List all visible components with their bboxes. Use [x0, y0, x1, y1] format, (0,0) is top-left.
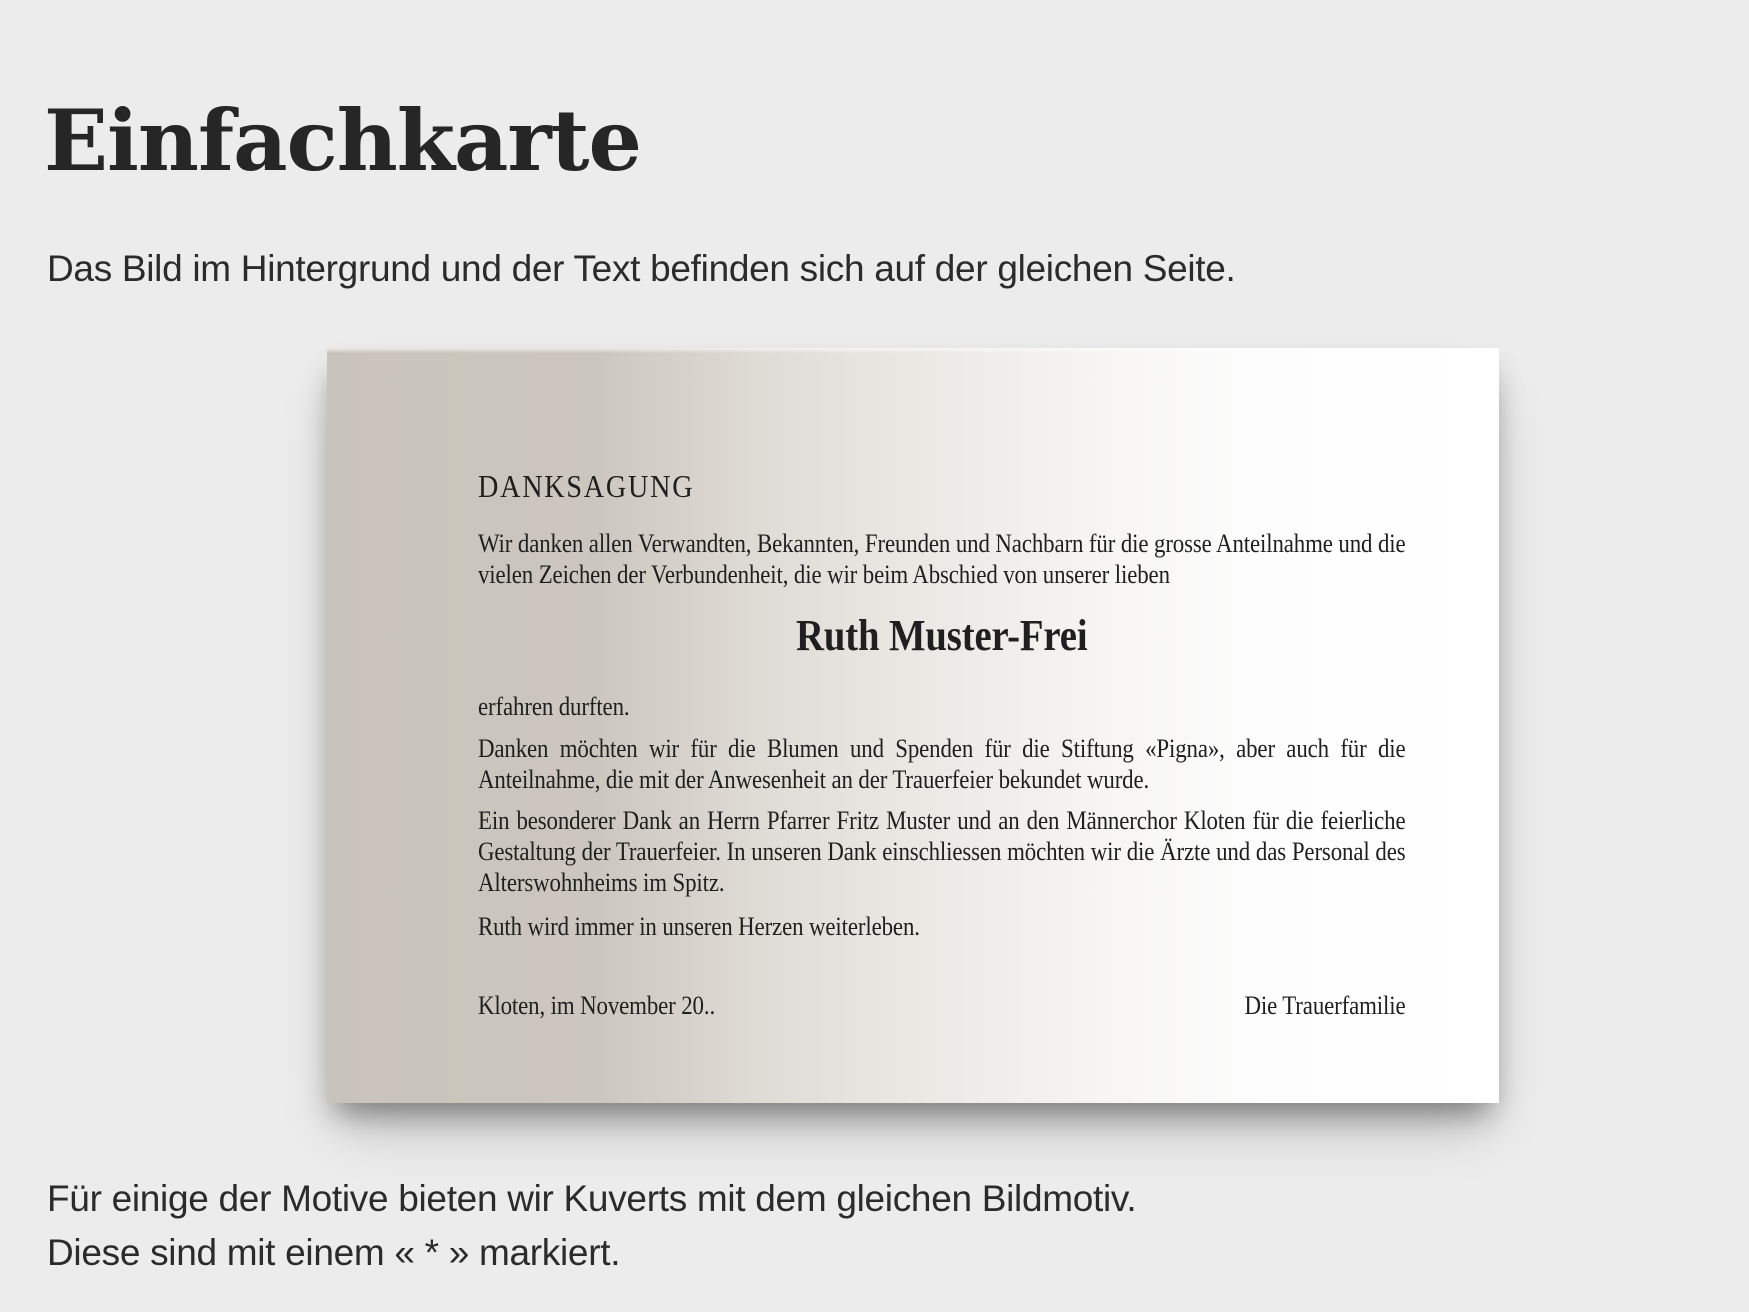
card-place-date: Kloten, im November 20.. — [478, 991, 716, 1020]
card-footer-row — [478, 990, 1406, 1021]
card-intro-paragraph: Wir danken allen Verwandten, Bekannten, Freunden und Nachbarn für die grosse Anteilnahme und die vielen Zeichen der Verbundenheit, die wir beim Abschied von unserer lieben — [478, 529, 1406, 589]
card-after-name-line: erfahren durften. — [478, 692, 630, 721]
footer-note-line1: Für einige der Motive bieten wir Kuverts mit dem gleichen Bildmotiv. — [47, 1178, 1137, 1219]
sample-card-preview — [327, 348, 1499, 1103]
card-heading: DANKSAGUNG — [478, 468, 695, 504]
footer-note-line2: Diese sind mit einem « * » markiert. — [47, 1232, 621, 1273]
deceased-name: Ruth Muster-Frei — [796, 611, 1088, 660]
footer-note — [47, 1172, 1136, 1280]
card-signature: Die Trauerfamilie — [1244, 991, 1406, 1020]
page-subtitle: Das Bild im Hintergrund und der Text befinden sich auf der gleichen Seite. — [47, 248, 1236, 289]
card-thanks-flowers-paragraph: Danken möchten wir für die Blumen und Spenden für die Stiftung «Pigna», aber auch für die Anteilnahme, die mit der Anwesenheit an der Trauerfeier bekundet wurde. — [478, 734, 1406, 794]
page-title: Einfachkarte — [44, 91, 641, 191]
card-closing-line: Ruth wird immer in unseren Herzen weiterleben. — [478, 912, 920, 941]
card-text-block — [478, 468, 1406, 1021]
card-thanks-special-paragraph: Ein besonderer Dank an Herrn Pfarrer Fritz Muster und an den Männerchor Kloten für die feierliche Gestaltung der Trauerfeier. In unseren Dank einschliessen möchten wir die Ärzte und das Personal des Alterswohnheims im Spitz. — [478, 806, 1406, 897]
